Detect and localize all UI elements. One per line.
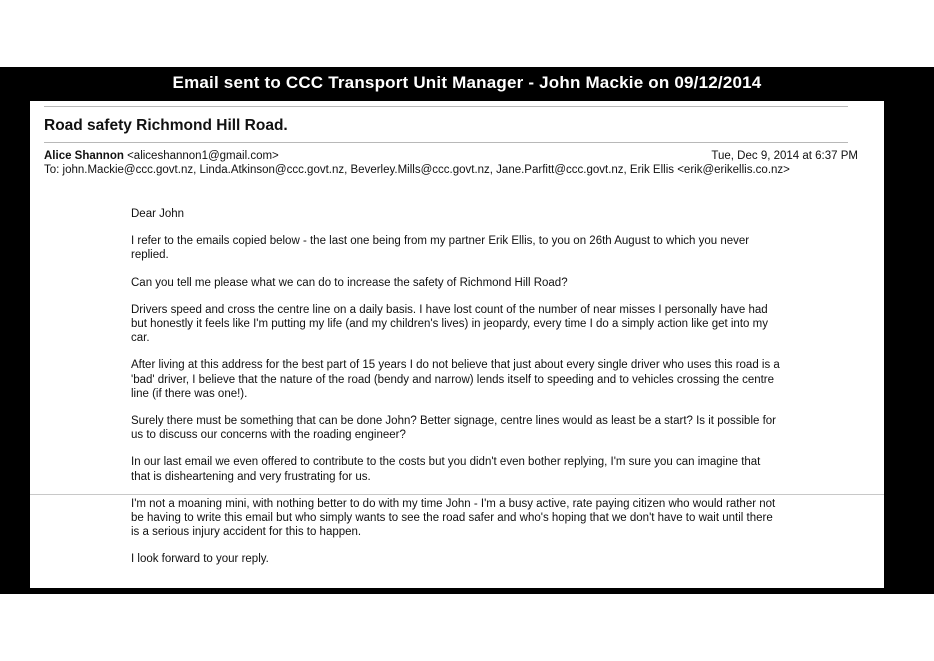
body-paragraph: I refer to the emails copied below - the last one being from my partner Erik Ellis, to you on 26th August to which you never replied. — [131, 235, 750, 262]
email-date: Tue, Dec 9, 2014 at 6:37 PM — [711, 150, 858, 162]
sender-name: Alice Shannon — [44, 150, 124, 162]
email-subject: Road safety Richmond Hill Road. — [44, 117, 288, 134]
body-paragraph: Dear John — [131, 208, 185, 220]
email-screenshot — [30, 101, 884, 588]
body-paragraph: I'm not a moaning mini, with nothing better to do with my time John - I'm a busy active, rate paying citizen who would rather not be having to write this email but who simply wants to see the road safer and who's hoping that we don't have to wait until there is a serious injury accident for this to happen. — [131, 497, 776, 539]
scan-artifact-line — [30, 494, 884, 495]
subject-divider — [44, 142, 848, 143]
body-paragraph: Drivers speed and cross the centre line on a daily basis. I have lost count of the number of near misses I personally have had but honestly it feels like I'm putting my life (and my children's lives) in jeopardy, every time I do a simply action like get into my car. — [131, 303, 768, 345]
email-body — [131, 207, 781, 580]
sender-address: <aliceshannon1@gmail.com> — [127, 150, 279, 162]
body-paragraph: Can you tell me please what we can do to increase the safety of Richmond Hill Road? — [131, 276, 568, 289]
body-paragraph: I look forward to your reply. — [131, 553, 269, 566]
slide-background — [0, 67, 934, 594]
body-paragraph: After living at this address for the best part of 15 years I do not believe that just about every single driver who uses this road is a 'bad' driver, I believe that the nature of the road (bendy and narrow) lends itself to speeding and to vehicles crossing the centre line (if there was one!). — [131, 359, 780, 400]
email-recipients: To: john.Mackie@ccc.govt.nz, Linda.Atkinson@ccc.govt.nz, Beverley.Mills@ccc.govt.nz, Jane.Parfitt@ccc.govt.nz, Erik Ellis <erik@erikellis.co.nz> — [44, 164, 790, 176]
body-paragraph: In our last email we even offered to contribute to the costs but you didn't even bother replying, I'm sure you can imagine that that is disheartening and very frustrating for us. — [131, 456, 761, 483]
top-divider — [44, 106, 848, 107]
body-paragraph: Surely there must be something that can be done John? Better signage, centre lines would as least be a start? Is it possible for us to discuss our concerns with the roading engineer? — [131, 415, 777, 442]
banner-title: Email sent to CCC Transport Unit Manager - John Mackie on 09/12/2014 — [172, 73, 762, 92]
email-sender — [44, 150, 279, 162]
